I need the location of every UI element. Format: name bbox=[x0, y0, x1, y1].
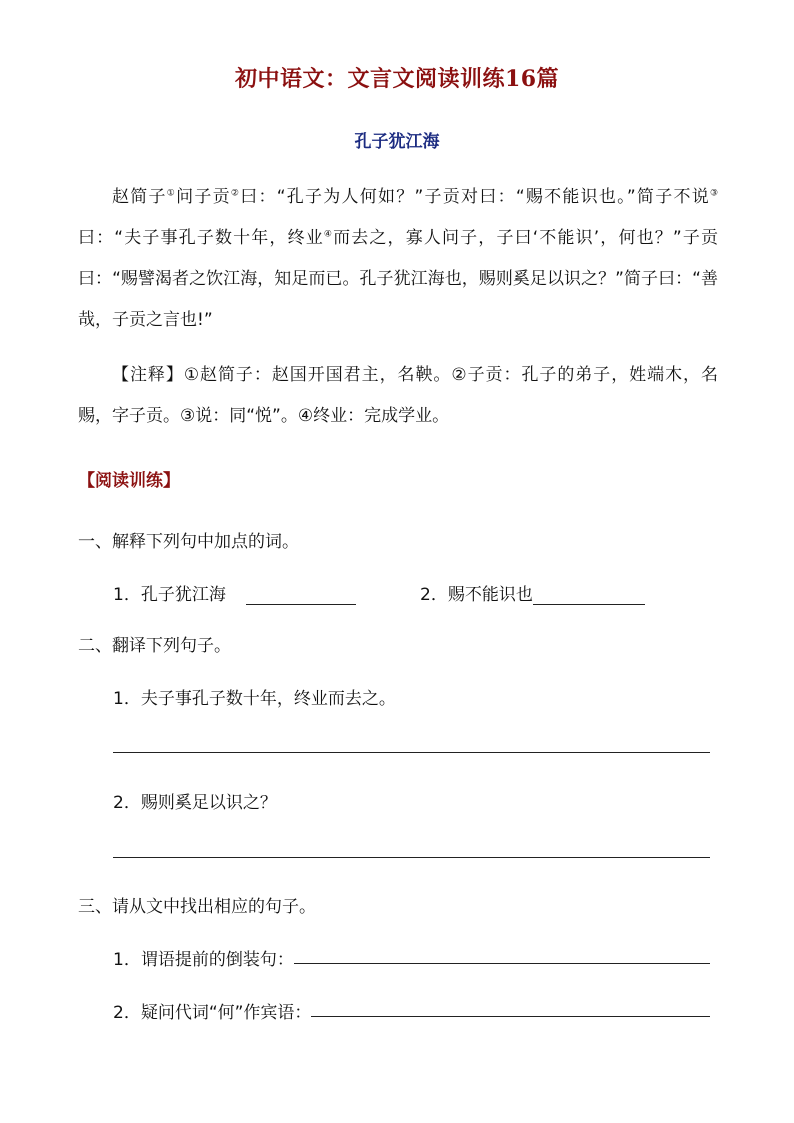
question-3-prompt: 三、请从文中找出相应的句子。 bbox=[78, 897, 316, 917]
question-2-prompt: 二、翻译下列句子。 bbox=[78, 636, 231, 656]
question-2-item-1: 1．夫子事孔子数十年，终业而去之。 bbox=[113, 689, 396, 709]
document-title: 初中语文：文言文阅读训练16篇 bbox=[234, 66, 560, 92]
answer-line[interactable] bbox=[113, 857, 710, 858]
answer-blank[interactable] bbox=[311, 998, 710, 1017]
question-1-prompt: 一、解释下列句中加点的词。 bbox=[78, 532, 299, 552]
note-marker: ③ bbox=[709, 188, 719, 199]
note-marker: ② bbox=[230, 188, 241, 199]
answer-line[interactable] bbox=[113, 752, 710, 753]
note-marker: ① bbox=[166, 188, 177, 199]
notes-line-2: 名赐，字子贡。③说：同“悦”。④终业：完成学业。 bbox=[78, 365, 718, 426]
passage-line-3: 何也？”子贡曰：“赐譬渴者之饮江海，知足而已。孔子犹江海也，赐则奚足 bbox=[78, 228, 718, 289]
question-3-item-2: 2．疑问代词“何”作宾语： bbox=[113, 998, 710, 1023]
note-marker: ④ bbox=[323, 229, 334, 240]
training-heading: 【阅读训练】 bbox=[78, 471, 180, 491]
question-1-item-2: 2．赐不能识也 bbox=[420, 580, 645, 605]
passage-title: 孔子犹江海 bbox=[354, 132, 440, 152]
passage-line-4: 以识之？”简子曰：“善哉，子贡之言也!” bbox=[78, 269, 718, 330]
notes-text bbox=[78, 355, 718, 437]
passage-line-1: 赵简子①问子贡②曰：“孔子为人何如？”子贡对曰：“赐不能识也。”简 bbox=[112, 187, 656, 207]
passage-text bbox=[78, 177, 718, 341]
passage-line-2: 子不说③曰：“夫子事孔子数十年，终业④而去之，寡人问子，子曰‘不能识’， bbox=[78, 187, 719, 248]
answer-blank[interactable] bbox=[533, 586, 645, 605]
notes-line-1: 【注释】①赵简子：赵国开国君主，名鞅。②子贡：孔子的弟子，姓端木， bbox=[112, 365, 701, 385]
answer-blank[interactable] bbox=[294, 945, 710, 964]
question-3-item-1: 1．谓语提前的倒装句： bbox=[113, 945, 710, 970]
question-1-item-1: 1．孔子犹江海 bbox=[113, 580, 356, 605]
question-2-item-2: 2．赐则奚足以识之？ bbox=[113, 793, 277, 813]
answer-blank[interactable] bbox=[246, 586, 356, 605]
